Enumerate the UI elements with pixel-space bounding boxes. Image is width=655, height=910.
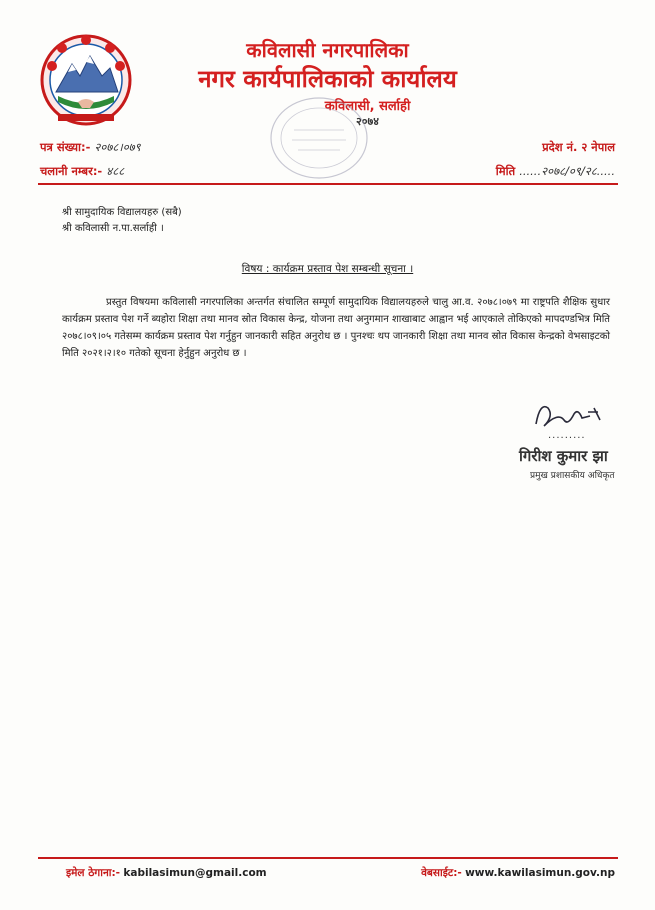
date-label: मिति [495,164,516,178]
reference-label: पत्र संख्या:- [40,140,91,154]
signature-icon [528,398,608,434]
signatory-name: गिरीश कुमार झा [519,447,608,465]
date-field [496,164,615,179]
website-label: वेबसाईट:- [421,867,462,879]
dispatch-number [40,164,124,179]
recipient-line: श्री कविलासी न.पा.सर्लाही । [62,223,164,234]
municipality-name: कविलासी नगरपालिका [246,38,409,62]
office-name: नगर कार्यपालिकाको कार्यालय [198,65,457,93]
office-stamp-icon [264,90,374,185]
letter-body [62,294,610,362]
recipient-line: श्री सामुदायिक विद्यालयहरु (सबै) [62,207,182,218]
body-paragraph: प्रस्तुत विषयमा कविलासी नगरपालिका अन्तर्गत संचालित सम्पूर्ण सामुदायिक विद्यालयहरुले चालु आ.व. २०७८।०७९ मा राष्ट्रपति शैक्षिक सुधार कार्यक्रम प्रस्ताव पेश गर्ने ब्यहोरा शिक्षा तथा मानव स्रोत विकास केन्द्र, योजना तथा अनुगमान शाखाबाट आह्वान भई आएकाले तोकिएको मापदण्डभित्र मिति २०७८।०९।०५ गतेसम्म कार्यक्रम प्रस्ताव पेश गर्नुहुन जानकारी सहित अनुरोध छ । पुनश्चः थप जानकारी शिक्षा तथा मानव स्रोत विकास केन्द्रको वेभसाइटको मिति २०२१।२।१० गतेको सूचना हेर्नुहुन अनुरोध छ । [62,297,610,359]
dispatch-label: चलानी नम्बर:- [40,164,103,178]
dispatch-value: ४८८ [106,164,125,178]
office-address: कविलासी, सर्लाही [324,99,411,114]
email-link[interactable]: kabilasimun@gmail.com [123,867,267,879]
reference-value: २०७८।०७९ [94,140,141,154]
date-value: ......२०७८/०९/२८..... [519,164,615,178]
footer-divider [38,857,618,859]
subject-text: विषय : कार्यक्रम प्रस्ताव पेश सम्बन्धी सूचना । [241,263,414,275]
reference-number [40,140,141,155]
header-divider [38,183,618,185]
email-label: इमेल ठेगाना:- [66,867,121,879]
footer-website [421,866,615,880]
footer-email [66,866,267,880]
province-label: प्रदेश नं. २ नेपाल [542,140,615,154]
signatory-title: प्रमुख प्रशासकीय अधिकृत [530,471,615,481]
letter-subject [0,262,655,276]
established-year: २०७४ [356,115,379,128]
website-link[interactable]: www.kawilasimun.gov.np [465,867,615,879]
signature-dots: ......... [548,430,586,441]
